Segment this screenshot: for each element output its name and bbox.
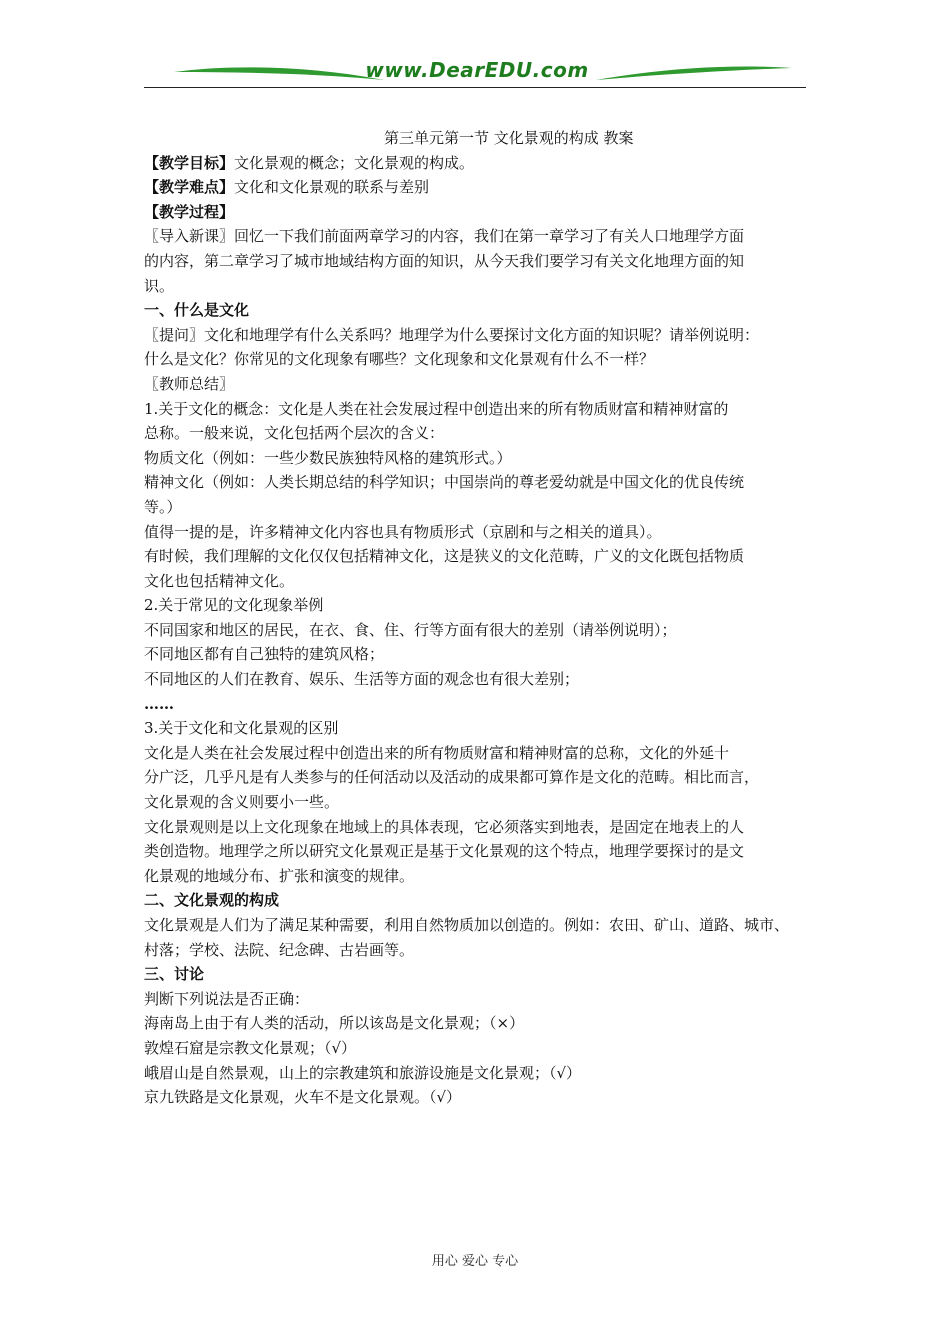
intro-line: 〖导入新课〗回忆一下我们前面两章学习的内容，我们在第一章学习了有关人口地理学方面 bbox=[144, 227, 745, 246]
section3-heading: 三、讨论 bbox=[144, 965, 205, 984]
point2-line: 2.关于常见的文化现象举例 bbox=[144, 596, 324, 615]
header-rule bbox=[144, 87, 806, 88]
point3-line: 3.关于文化和文化景观的区别 bbox=[144, 719, 339, 738]
document-body bbox=[144, 126, 816, 1110]
point3-line: 文化是人类在社会发展过程中创造出来的所有物质财富和精神财富的总称，文化的外延十 bbox=[144, 743, 730, 762]
point1-line: 精神文化（例如：人类长期总结的科学知识；中国崇尚的尊老爱幼就是中国文化的优良传统 bbox=[144, 473, 745, 492]
right-swoosh-decoration bbox=[594, 62, 794, 84]
point2-line: 不同地区都有自己独特的建筑风格； bbox=[144, 645, 385, 664]
section3-line: 敦煌石窟是宗教文化景观；（√） bbox=[144, 1038, 357, 1057]
section2-line: 村落；学校、法院、纪念碑、古岩画等。 bbox=[144, 940, 415, 959]
section3-line: 京九铁路是文化景观，火车不是文化景观。（√） bbox=[144, 1088, 462, 1107]
point2-line: 不同地区的人们在教育、娱乐、生活等方面的观念也有很大差别； bbox=[144, 670, 580, 689]
point3-line: 分广泛，几乎凡是有人类参与的任何活动以及活动的成果都可算作是文化的范畴。相比而言， bbox=[144, 768, 760, 787]
ellipsis: …… bbox=[144, 694, 174, 713]
process-label: 【教学过程】 bbox=[144, 202, 235, 221]
point1-line: 物质文化（例如：一些少数民族独特风格的建筑形式。） bbox=[144, 448, 512, 467]
point1-line: 有时候，我们理解的文化仅仅包括精神文化，这是狭义的文化范畴，广义的文化既包括物质 bbox=[144, 547, 745, 566]
point3-line: 化景观的地域分布、扩张和演变的规律。 bbox=[144, 866, 415, 885]
document-title: 第三单元第一节 文化景观的构成 教案 bbox=[384, 129, 634, 147]
question-line: 〖提问〗文化和地理学有什么关系吗？地理学为什么要探讨文化方面的知识呢？请举例说明： bbox=[144, 325, 760, 344]
difficulty-line bbox=[144, 175, 816, 200]
objectives-line bbox=[144, 151, 816, 176]
difficulty-label: 【教学难点】 bbox=[144, 178, 235, 197]
section2-line: 文化景观是人们为了满足某种需要，利用自然物质加以创造的。例如：农田、矿山、道路、城市、 bbox=[144, 916, 790, 934]
intro-line: 的内容，第二章学习了城市地域结构方面的知识，从今天我们要学习有关文化地理方面的知 bbox=[144, 251, 745, 270]
difficulty-text: 文化和文化景观的联系与差别 bbox=[234, 178, 430, 197]
objectives-label: 【教学目标】 bbox=[144, 153, 235, 172]
question-line: 什么是文化？你常见的文化现象有哪些？文化现象和文化景观有什么不一样？ bbox=[144, 350, 655, 369]
point1-line: 总称。一般来说，文化包括两个层次的含义： bbox=[144, 424, 445, 443]
point3-line: 文化景观的含义则要小一些。 bbox=[144, 793, 340, 812]
page-footer: 用心 爱心 专心 bbox=[431, 1254, 519, 1269]
objectives-text: 文化景观的概念；文化景观的构成。 bbox=[234, 153, 475, 172]
point3-line: 类创造物。地理学之所以研究文化景观正是基于文化景观的这个特点，地理学要探讨的是文 bbox=[144, 842, 745, 861]
point3-line: 文化景观则是以上文化现象在地域上的具体表现，它必须落实到地表，是固定在地表上的人 bbox=[144, 817, 745, 836]
intro-line: 识。 bbox=[144, 276, 175, 295]
point1-line: 值得一提的是，许多精神文化内容也具有物质形式（京剧和与之相关的道具）。 bbox=[144, 522, 662, 541]
section1-heading: 一、什么是文化 bbox=[144, 301, 250, 320]
page-header bbox=[144, 56, 806, 96]
site-logo[interactable]: www.DearEDU.com bbox=[365, 58, 589, 82]
point1-line: 文化也包括精神文化。 bbox=[144, 571, 295, 590]
section2-heading: 二、文化景观的构成 bbox=[144, 891, 280, 910]
point2-line: 不同国家和地区的居民，在衣、食、住、行等方面有很大的差别（请举例说明）； bbox=[144, 620, 677, 639]
section3-line: 判断下列说法是否正确： bbox=[144, 989, 310, 1008]
summary-label: 〖教师总结〗 bbox=[144, 374, 235, 393]
point1-line: 1.关于文化的概念：文化是人类在社会发展过程中创造出来的所有物质财富和精神财富的 bbox=[144, 399, 729, 418]
section3-line: 海南岛上由于有人类的活动，所以该岛是文化景观；（×） bbox=[144, 1014, 525, 1033]
point1-line: 等。） bbox=[144, 497, 182, 516]
section3-line: 峨眉山是自然景观，山上的宗教建筑和旅游设施是文化景观；（√） bbox=[144, 1063, 582, 1082]
